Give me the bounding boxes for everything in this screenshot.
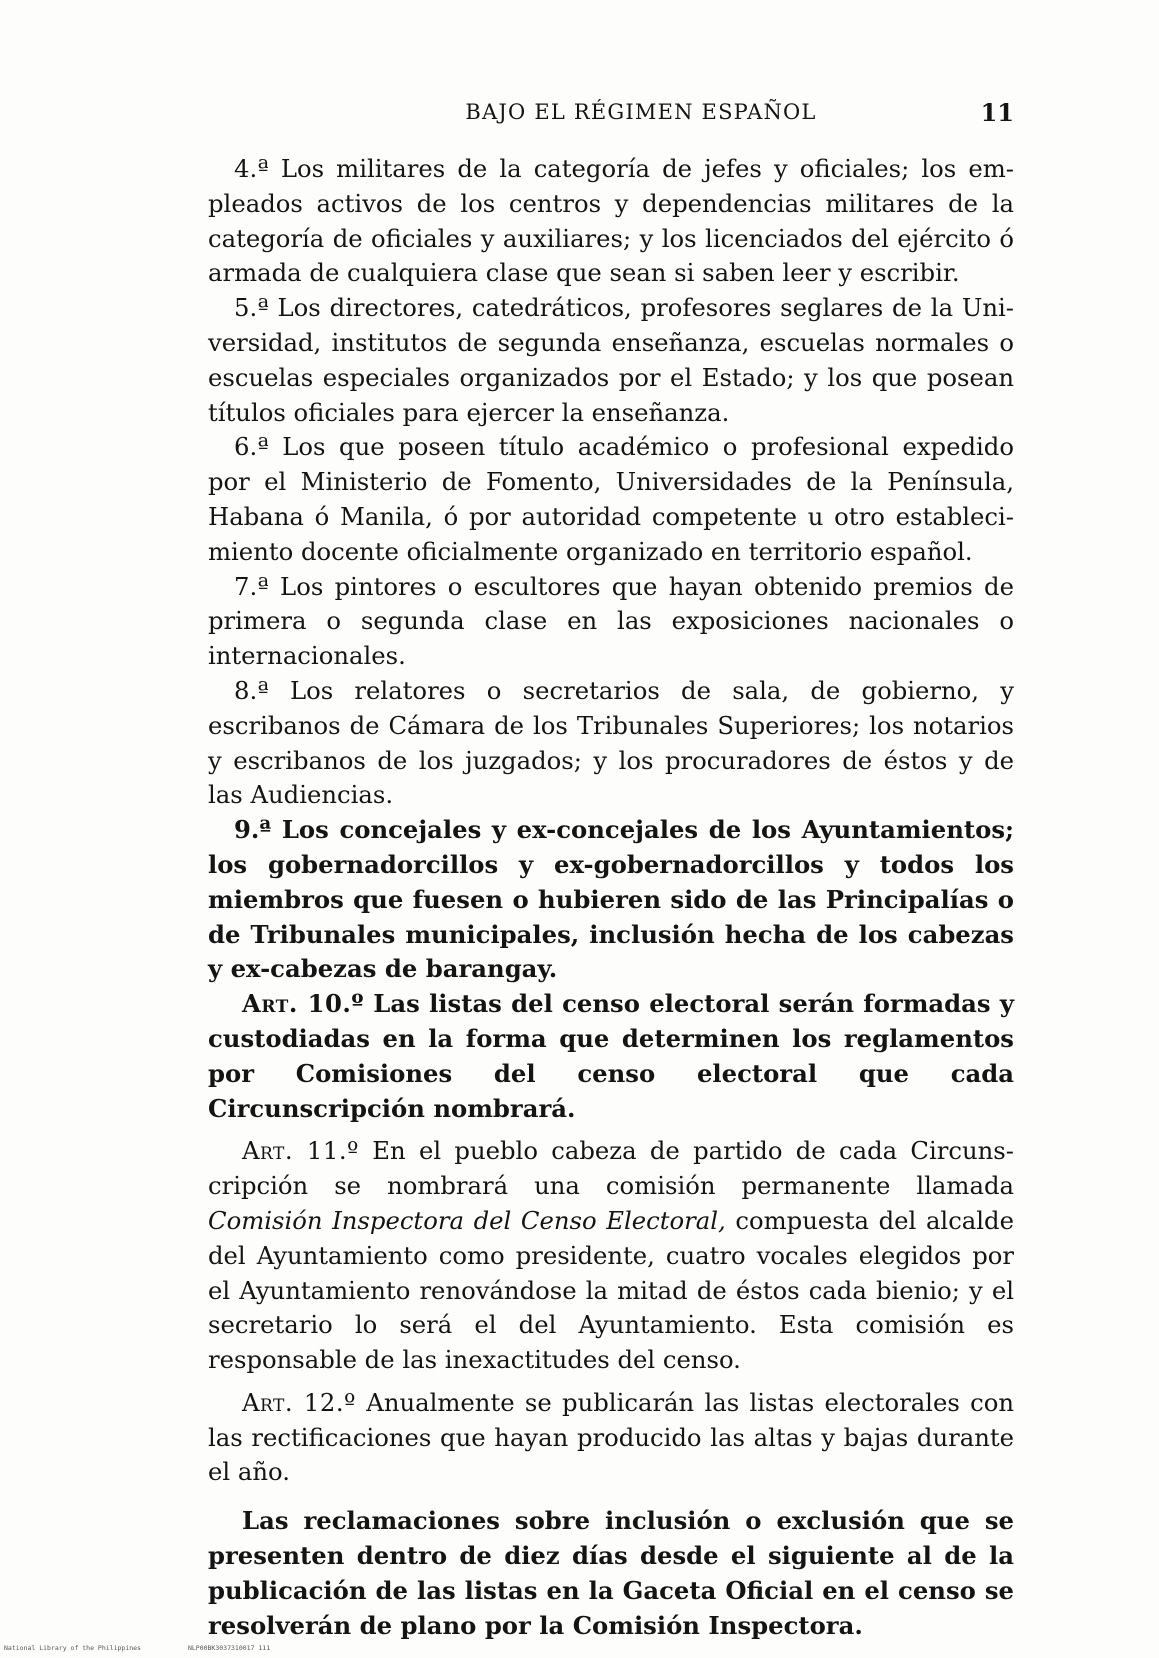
paragraph-item-4: 4.ª Los militares de la categoría de jefes y oficiales; los empleados activos de los centros y dependencias militares de la categoría de oficiales y auxiliares; y los licenciados del ejército ó armada de cualquiera clase que sean si saben leer y escribir. [208,154,1014,288]
article-10 [208,987,1014,1126]
footer-identifier: NLP00BK3037310017 111 [187,1644,271,1652]
paragraph-item-9: 9.ª Los concejales y ex-concejales de los Ayuntamientos; los gobernadorcillos y ex-gobernadorcillos y todos los miembros que fuesen o hubieren sido de las Principalías o de Tribunales municipales, inclusión hecha de los cabezas y ex-cabezas de barangay. [208,815,1014,984]
article-12 [208,1386,1014,1490]
running-title: BAJO EL RÉGIMEN ESPAÑOL [465,100,817,124]
paragraph-item-6: 6.ª Los que poseen título académico o profesional expedido por el Ministerio de Fomento, Universidades de la Península, Habana ó Manila, ó por autoridad competente u otro establecimiento docente oficialmente organizado en territorio español. [208,432,1014,566]
article-10-text: Las listas del censo electoral serán formadas y custodiadas en la forma que determinen los reglamentos por Comisiones del censo electoral que cada Circunscripción nombrará. [208,989,1014,1123]
article-11-commission-name: Comisión Inspectora del Censo Electoral, [208,1205,726,1235]
body-text [208,152,1014,1643]
footer-library: National Library of the Philippines [4,1644,141,1652]
paragraph-item-7: 7.ª Los pintores o escultores que hayan obtenido premios de primera o segunda clase en las exposiciones nacionales o internacionales. [208,571,1014,671]
scan-footer [4,1644,270,1652]
article-11-label: Art. 11.º [242,1136,359,1166]
page-header [208,100,1014,130]
closing-paragraph: Las reclamaciones sobre inclusión o exclusión que se presenten dentro de diez días desde el siguiente al de la publicación de las listas en la Gaceta Oficial en el censo se resolverán de plano por la Comisión Inspectora. [208,1506,1014,1640]
page-number: 11 [980,98,1014,127]
article-10-label: Art. 10.º [242,989,364,1019]
article-11-text-after: compuesta del alcalde del Ayuntamiento como presidente, cuatro vocales elegidos por el Ayuntamiento renovándose la mitad de éstos cada bienio; y el secretario lo será el del Ayuntamiento. Esta comisión es responsable de las inexactitudes del censo. [208,1205,1014,1375]
paragraph-item-5: 5.ª Los directores, catedráticos, profesores seglares de la Universidad, institutos de segunda enseñanza, escuelas normales o escuelas especiales organizados por el Estado; y los que posean títulos oficiales para ejercer la enseñanza. [208,293,1014,427]
paragraph-item-8: 8.ª Los relatores o secretarios de sala, de gobierno, y escribanos de Cámara de los Tribunales Superiores; los notarios y escribanos de los juzgados; y los procuradores de éstos y de las Audiencias. [208,675,1014,810]
article-11-text-before: En el pueblo cabeza de partido de cada Circunscripción se nombrará una comisión permanente llamada [208,1136,1014,1201]
article-12-label: Art. 12.º [242,1387,356,1417]
article-12-text: Anualmente se publicarán las listas electorales con las rectificaciones que hayan producido las altas y bajas durante el año. [208,1387,1014,1487]
article-11 [208,1134,1014,1378]
